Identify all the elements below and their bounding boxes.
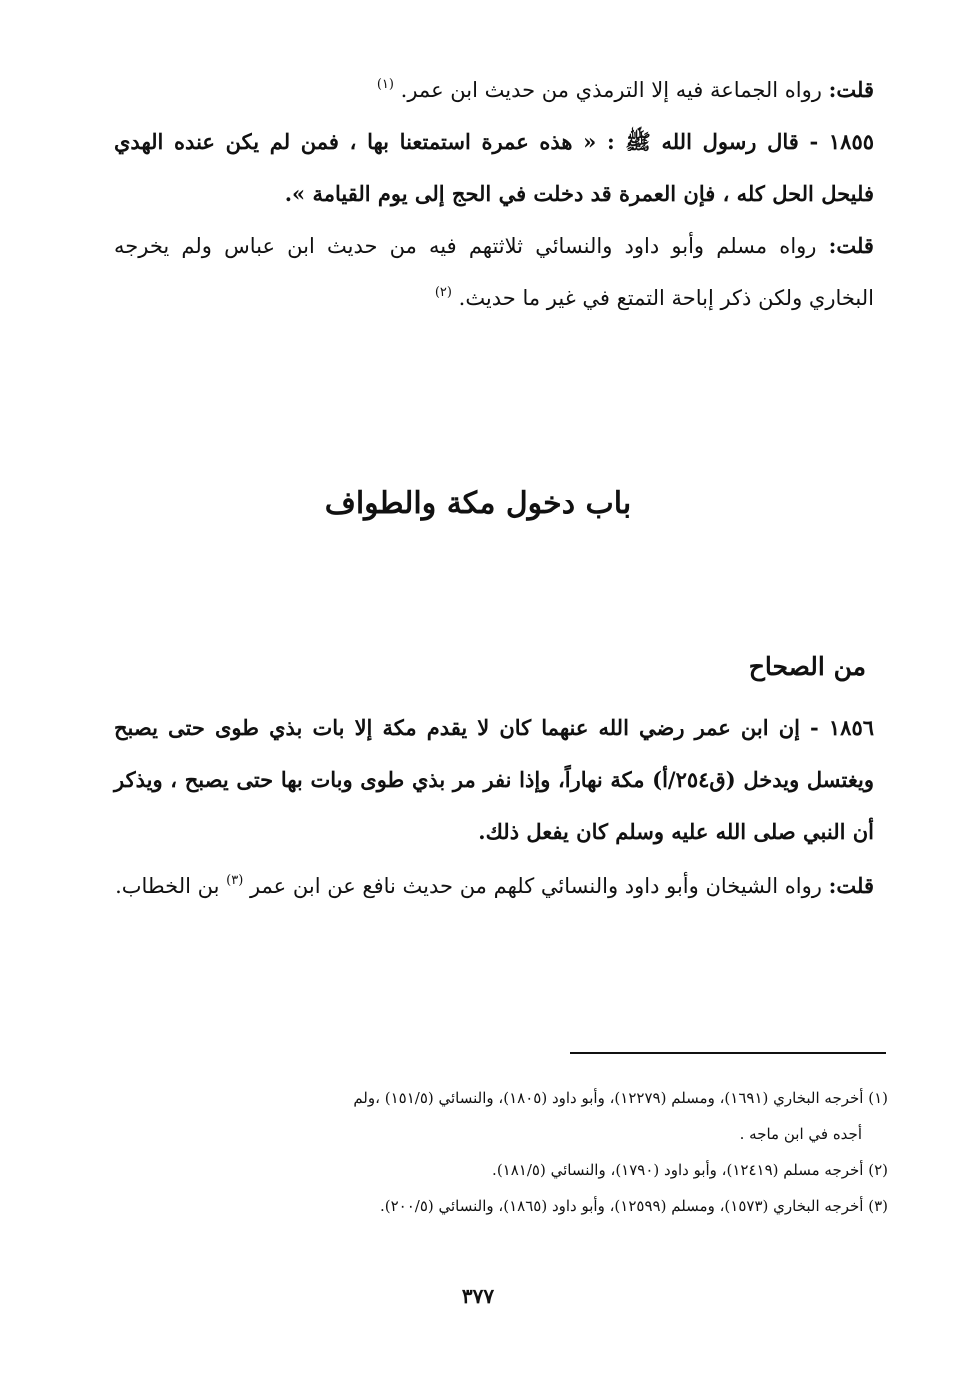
chapter-title: باب دخول مكة والطواف — [324, 486, 632, 521]
commentary-paragraph — [114, 860, 874, 912]
hadith-paragraph — [114, 702, 874, 858]
commentary-text: رواه الشيخان وأبو داود والنسائي كلهم من حديث نافع عن ابن عمر — [249, 874, 822, 898]
commentary-paragraph — [114, 220, 874, 324]
hadith-number: ١٨٥٦ — [828, 715, 875, 740]
commentary-paragraph — [114, 64, 874, 116]
commentary-block-3 — [114, 860, 874, 912]
commentary-text: رواه الجماعة فيه إلا الترمذي من حديث ابن عمر. — [400, 78, 822, 102]
section-title: من الصحاح — [748, 652, 866, 681]
footnote-3: (٣) أخرجه البخاري (١٥٧٣)، ومسلم (١٢٥٩٩)، وأبو داود (١٨٦٥)، والنسائي (٢٠٠/٥). — [379, 1197, 888, 1215]
hadith-text: - إن ابن عمر رضي الله عنهما كان لا يقدم مكة إلا بات بذي طوى حتى يصبح ويغتسل ويدخل (ق٢٥٤/أ) مكة نهاراً، وإذا نفر مر بذي طوى وبات بها حتى يصبح ، ويذكر أن النبي صلى الله عليه وسلم كان يفعل ذلك. — [114, 715, 874, 844]
footnote-ref: (٣) — [226, 873, 244, 888]
hadith-paragraph — [114, 116, 874, 220]
hadith-text: - قال رسول الله ﷺ : « هذه عمرة استمتعنا بها ، فمن لم يكن عنده الهدي فليحل الحل كله ، فإن العمرة قد دخلت في الحج إلى يوم القيامة ». — [114, 129, 874, 206]
commentary-block-1 — [114, 64, 874, 116]
page-number: ٣٧٧ — [461, 1284, 495, 1308]
hadith-1856 — [114, 702, 874, 858]
qult-label: قلت: — [828, 233, 874, 258]
commentary-text: رواه مسلم وأبو داود والنسائي ثلاثتهم فيه من حديث ابن عباس ولم يخرجه البخاري ولكن ذكر إباحة التمتع في غير ما حديث. — [114, 234, 874, 310]
footnotes — [108, 1080, 888, 1224]
hadith-number: ١٨٥٥ — [828, 129, 875, 154]
footnote-ref: (١) — [376, 77, 394, 92]
footnote-divider — [570, 1052, 886, 1054]
hadith-1855 — [114, 116, 874, 220]
footnote-ref: (٢) — [434, 285, 452, 300]
qult-label: قلت: — [828, 77, 874, 102]
footnote-1: (١) أخرجه البخاري (١٦٩١)، ومسلم (١٢٢٧٩)، وأبو داود (١٨٠٥)، والنسائي (١٥١/٥) ،ولم — [353, 1089, 888, 1107]
qult-label: قلت: — [828, 873, 874, 898]
footnote-1-continued: أجده في ابن ماجه . — [739, 1125, 862, 1143]
commentary-block-2 — [114, 220, 874, 324]
footnote-2: (٢) أخرجه مسلم (١٢٤١٩)، وأبو داود (١٧٩٠)، والنسائي (١٨١/٥). — [492, 1161, 888, 1179]
commentary-text-continued: بن الخطاب. — [115, 874, 220, 898]
